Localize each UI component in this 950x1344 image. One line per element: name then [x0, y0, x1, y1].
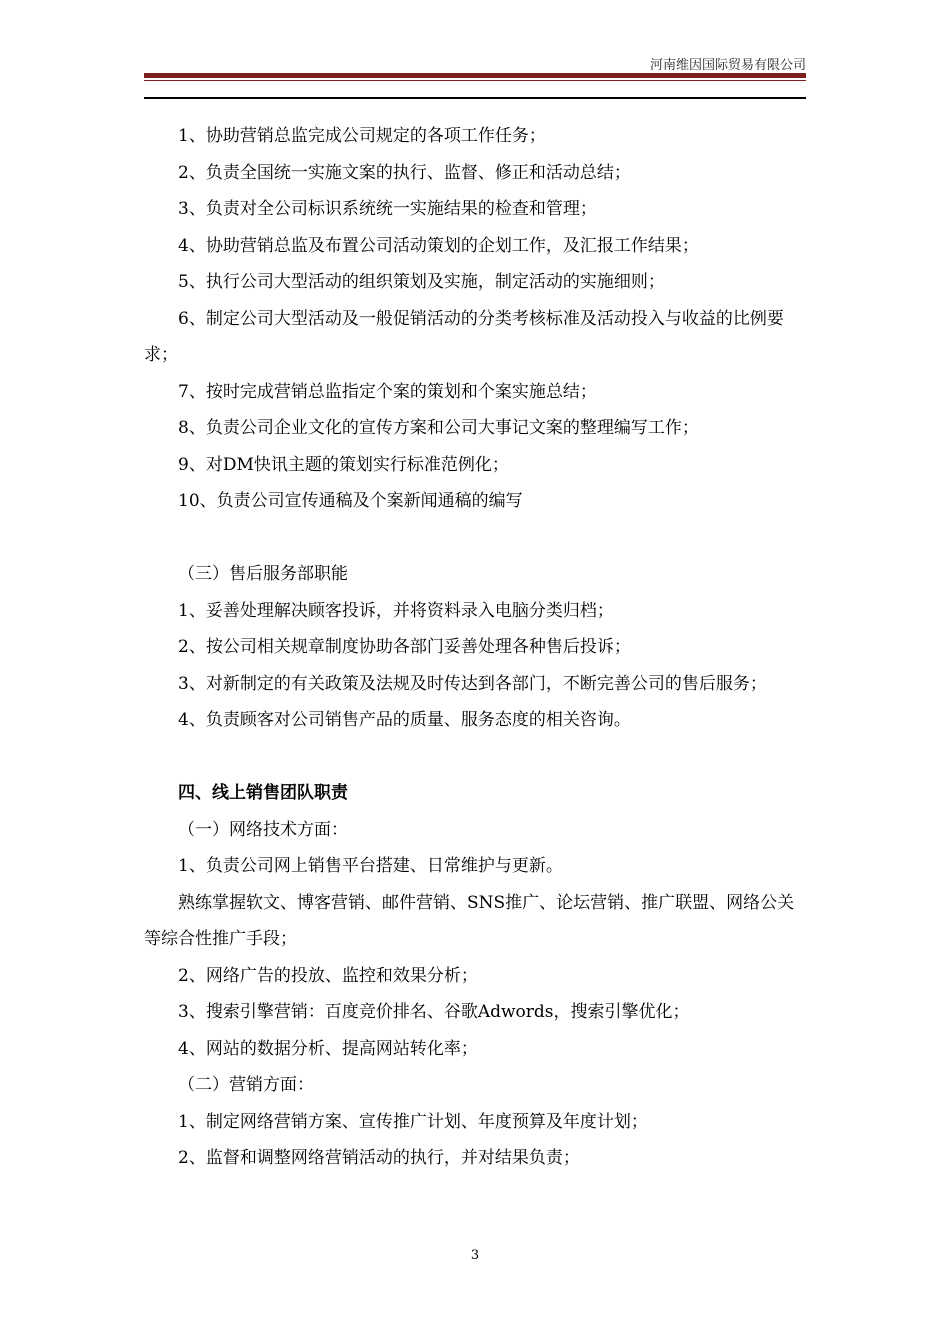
- paragraph: 熟练掌握软文、博客营销、邮件营销、SNS推广、论坛营销、推广联盟、网络公关等综合性推广手段；: [144, 892, 795, 949]
- spacer: [144, 520, 806, 557]
- paragraph: 2、负责全国统一实施文案的执行、监督、修正和活动总结；: [178, 162, 631, 183]
- paragraph: 1、负责公司网上销售平台搭建、日常维护与更新。: [178, 856, 563, 876]
- header-company-name: 河南维因国际贸易有限公司: [649, 58, 806, 73]
- paragraph: 2、按公司相关规章制度协助各部门妥善处理各种售后投诉；: [178, 637, 631, 657]
- header-rule-thick: [144, 73, 806, 78]
- paragraph: 2、网络广告的投放、监控和效果分析；: [178, 965, 478, 986]
- section-subheading: （三）售后服务部职能: [178, 564, 348, 584]
- paragraph: 4、协助营销总监及布置公司活动策划的企划工作，及汇报工作结果；: [178, 235, 699, 256]
- header-rule-thin: [144, 80, 806, 81]
- paragraph: 3、搜索引擎营销：百度竞价排名、谷歌Adwords，搜索引擎优化；: [178, 1002, 690, 1022]
- paragraph: 1、制定网络营销方案、宣传推广计划、年度预算及年度计划；: [178, 1111, 648, 1132]
- section-heading: 四、线上销售团队职责: [178, 783, 348, 803]
- header-rule-black: [144, 97, 806, 99]
- paragraph: 2、监督和调整网络营销活动的执行，并对结果负责；: [178, 1148, 580, 1168]
- section-subheading: （二）营销方面：: [178, 1075, 314, 1095]
- document-body: [144, 118, 806, 1177]
- paragraph: 1、妥善处理解决顾客投诉，并将资料录入电脑分类归档；: [178, 600, 614, 621]
- section-subheading: （一）网络技术方面：: [178, 819, 348, 840]
- spacer: [144, 739, 806, 776]
- paragraph: 4、网站的数据分析、提高网站转化率；: [178, 1038, 478, 1059]
- page-number: 3: [470, 1248, 480, 1263]
- paragraph: 8、负责公司企业文化的宣传方案和公司大事记文案的整理编写工作；: [178, 418, 699, 438]
- paragraph: 5、执行公司大型活动的组织策划及实施，制定活动的实施细则；: [178, 272, 665, 292]
- paragraph: 1、协助营销总监完成公司规定的各项工作任务；: [178, 126, 546, 146]
- paragraph: 9、对DM快讯主题的策划实行标准范例化；: [178, 454, 509, 475]
- paragraph: 3、对新制定的有关政策及法规及时传达到各部门，不断完善公司的售后服务；: [178, 673, 767, 694]
- paragraph: 6、制定公司大型活动及一般促销活动的分类考核标准及活动投入与收益的比例要求；: [144, 308, 784, 365]
- paragraph: 4、负责顾客对公司销售产品的质量、服务态度的相关咨询。: [178, 710, 631, 730]
- paragraph: 7、按时完成营销总监指定个案的策划和个案实施总结；: [178, 381, 597, 402]
- paragraph: 10、负责公司宣传通稿及个案新闻通稿的编写: [178, 491, 523, 511]
- paragraph: 3、负责对全公司标识系统统一实施结果的检查和管理；: [178, 199, 597, 219]
